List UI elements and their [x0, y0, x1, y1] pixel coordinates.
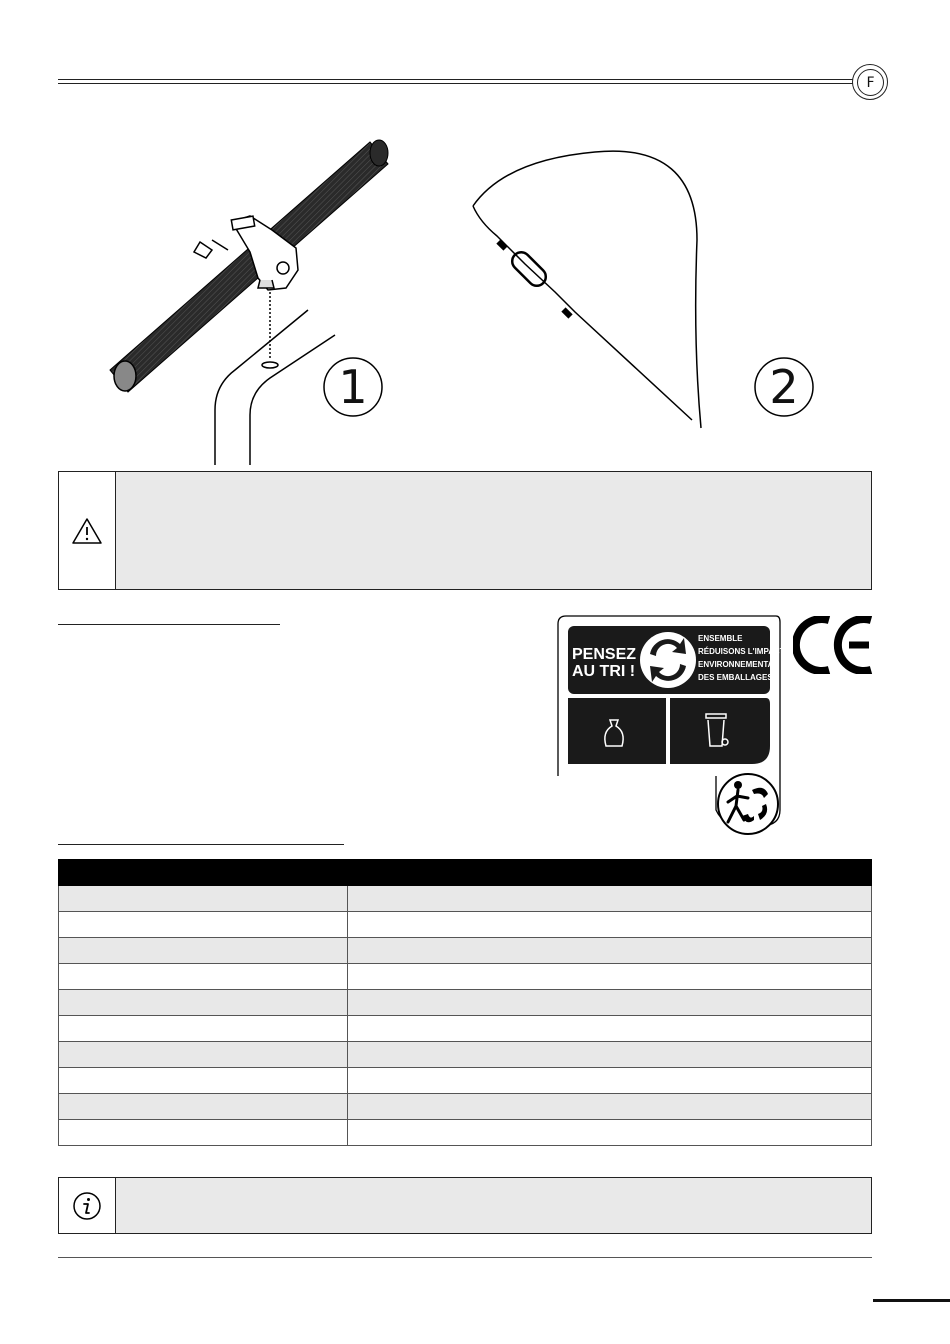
recycling-slogan-1: ENSEMBLE [698, 634, 743, 643]
triman-recycling-logo [556, 614, 786, 836]
language-badge [852, 64, 888, 100]
warning-icon-cell [59, 472, 116, 589]
mount-hole [262, 362, 278, 368]
table-row [58, 912, 872, 938]
figure-clamp-mounting [100, 130, 430, 470]
table-cell [59, 886, 348, 911]
pipe-illustration [110, 140, 388, 392]
warning-triangle-icon [71, 517, 103, 545]
table-header-cell [347, 859, 872, 886]
table-cell [348, 1068, 871, 1093]
table-row [58, 886, 872, 912]
table-row [58, 1120, 872, 1146]
section-rule-disposal [58, 624, 280, 625]
section-rule-specs [58, 844, 344, 845]
header-rule [58, 79, 854, 80]
table-cell [59, 1016, 348, 1041]
table-cell [348, 886, 871, 911]
green-dot-icon [640, 632, 696, 688]
table-cell [59, 1068, 348, 1093]
table-cell [59, 990, 348, 1015]
recycling-headline-2: AU TRI ! [572, 663, 636, 680]
table-row [58, 964, 872, 990]
table-cell [59, 1094, 348, 1119]
table-cell [59, 912, 348, 937]
table-cell [348, 1094, 871, 1119]
table-header [58, 859, 872, 886]
figure-1-label: 1 [338, 360, 368, 414]
table-cell [59, 1042, 348, 1067]
table-row [58, 1042, 872, 1068]
table-cell [59, 938, 348, 963]
spec-table [58, 859, 872, 1146]
warning-box [58, 471, 872, 590]
table-cell [59, 1120, 348, 1145]
table-cell [348, 990, 871, 1015]
triman-icon [718, 774, 778, 834]
carabiner-illustration [508, 248, 549, 289]
language-badge-label: F [857, 69, 884, 96]
footer-rule [58, 1257, 872, 1258]
table-row [58, 1068, 872, 1094]
figure-safety-cable [465, 140, 725, 440]
ce-mark [793, 616, 875, 674]
recycling-slogan-3: ENVIRONNEMENTAL [698, 660, 779, 669]
recycling-headline-1: PENSEZ [572, 646, 637, 663]
table-row [58, 1094, 872, 1120]
table-cell [348, 912, 871, 937]
info-icon [71, 1190, 103, 1222]
figure-2-label: 2 [769, 360, 799, 414]
recycling-slogan-4: DES EMBALLAGES [698, 673, 773, 682]
table-cell [348, 964, 871, 989]
info-box [58, 1177, 872, 1234]
header-rule-second [58, 83, 854, 84]
table-row [58, 1016, 872, 1042]
table-cell [348, 1042, 871, 1067]
table-row [58, 938, 872, 964]
table-cell [348, 938, 871, 963]
bracket-outline [215, 310, 308, 465]
table-row [58, 990, 872, 1016]
table-cell [348, 1120, 871, 1145]
table-cell [59, 964, 348, 989]
info-icon-cell [59, 1178, 116, 1233]
recycling-slogan-2: RÉDUISONS L'IMPACT [698, 647, 785, 656]
table-header-cell [58, 859, 347, 886]
page-tab-marker [873, 1299, 950, 1302]
table-cell [348, 1016, 871, 1041]
